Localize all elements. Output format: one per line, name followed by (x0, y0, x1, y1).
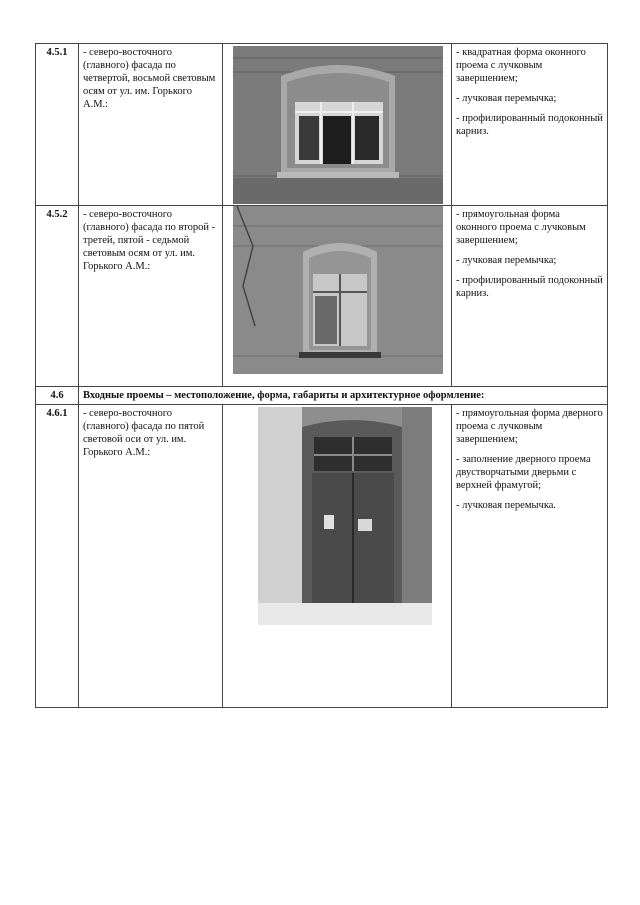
table-row (36, 206, 608, 387)
feature-item: - профилированный подоконный карниз. (456, 275, 603, 300)
section-header-row (36, 387, 608, 405)
item-number: 4.5.2 (36, 206, 79, 387)
window-arched-photo (233, 46, 443, 204)
features-cell (452, 206, 608, 387)
item-number: 4.6.1 (36, 405, 79, 708)
feature-item: - профилированный подоконный карниз. (456, 113, 603, 138)
feature-item: - прямоугольная форма оконного проема с лучковым завершением; (456, 209, 586, 247)
section-number: 4.6 (36, 387, 79, 405)
table-row (36, 405, 608, 708)
item-location: - северо-восточного (главного) фасада по пятой световой оси от ул. им. Горького А.М.: (79, 405, 223, 708)
photo-cell (223, 405, 452, 708)
photo-cell (223, 44, 452, 206)
features-cell (452, 405, 608, 708)
feature-item: - лучковая перемычка. (456, 500, 557, 512)
feature-item: - лучковая перемычка; (456, 255, 557, 267)
feature-item: - прямоугольная форма дверного проема с лучковым завершением; (456, 408, 603, 446)
heritage-features-table (35, 43, 608, 708)
feature-item: - квадратная форма оконного проема с лучковым завершением; (456, 47, 586, 85)
window-tall-arched-photo (233, 206, 443, 374)
entrance-door-photo (258, 407, 432, 625)
item-number: 4.5.1 (36, 44, 79, 206)
item-location: - северо-восточного (главного) фасада по четвертой, восьмой световым осям от ул. им. Горького А.М.: (79, 44, 223, 206)
table-row (36, 44, 608, 206)
features-cell (452, 44, 608, 206)
feature-item: - лучковая перемычка; (456, 93, 557, 105)
photo-cell (223, 206, 452, 387)
feature-item: - заполнение дверного проема двустворчатыми дверьми с верхней фрамугой; (456, 454, 591, 492)
section-title: Входные проемы – местоположение, форма, габариты и архитектурное оформление: (79, 387, 608, 405)
item-location: - северо-восточного (главного) фасада по второй - третей, пятой - седьмой световым осям от ул. им. Горького А.М.: (79, 206, 223, 387)
